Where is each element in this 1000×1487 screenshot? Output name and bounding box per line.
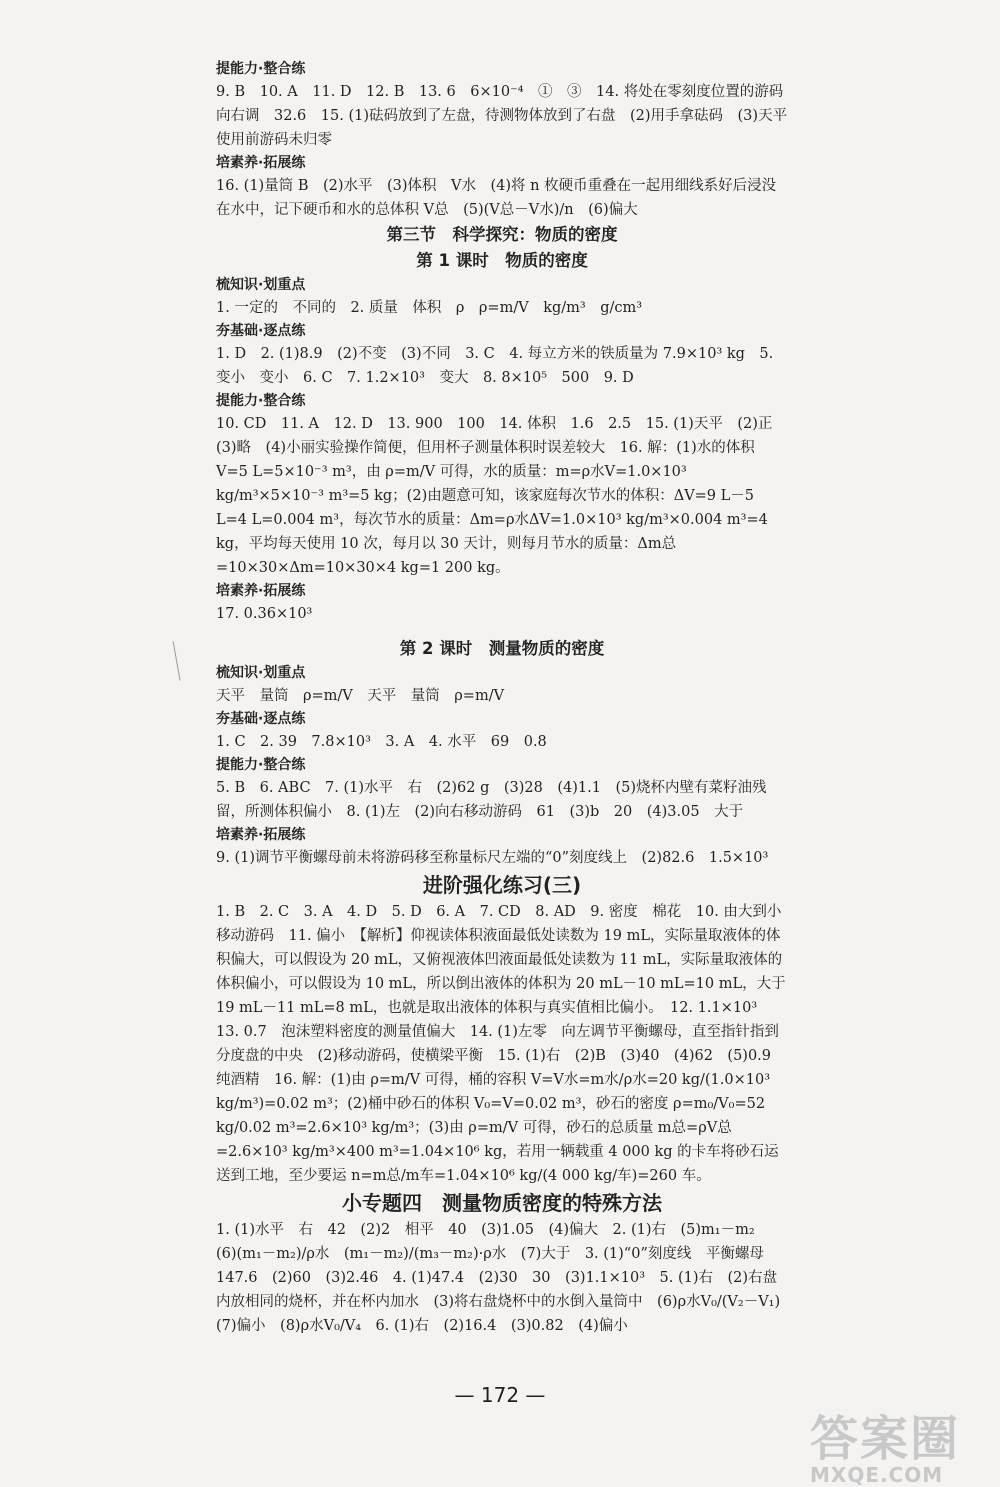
lesson-title: 第三节 科学探究：物质的密度 [386, 225, 618, 244]
lesson-title: 第 2 课时 测量物质的密度 [399, 639, 605, 658]
answer-paragraph: 17. 0.36×10³ [216, 606, 313, 622]
chapter-title: 小专题四 测量物质密度的特殊方法 [342, 1191, 662, 1215]
answer-paragraph: 10. CD 11. A 12. D 13. 900 100 14. 体积 1.6 2.5 15. (1)天平 (2)正 (3)略 (4)小丽实验操作简便，但用杯子测量体积时误差较大 16. 解：(1)水的体积 V=5 L=5×10⁻³ m³，由 ρ=m/V 可得，水的质量：m=ρ水V=1.0×10³ kg/m³×5×10⁻³ m³=5 kg；(2)由题意可知，该家庭每次节水的体积：ΔV=9 L－5 L=4 L=0.004 m³，每次节水的质量：Δm=ρ水ΔV=1.0×10³ kg/m³×0.004 m³=4 kg，平均每天使用 10 次，每月以 30 天计，则每月节水的质量：Δm总=10×30×Δm=10×30×4 kg=1 200 kg。 [216, 416, 787, 576]
answer-paragraph: 9. (1)调节平衡螺母前未将游码移至称量标尺左端的“0”刻度线上 (2)82.6 1.5×10³ [216, 850, 769, 866]
section-label: 夯基础·逐点练 [216, 711, 306, 727]
section-label: 培素养·拓展练 [216, 583, 306, 599]
spacer [216, 626, 788, 636]
section-label: 培素养·拓展练 [216, 827, 306, 843]
answer-paragraph: 1. C 2. 39 7.8×10³ 3. A 4. 水平 69 0.8 [216, 734, 547, 750]
page-number: — 172 — [454, 1383, 546, 1407]
answer-paragraph: 1. 一定的 不同的 2. 质量 体积 ρ ρ=m/V kg/m³ g/cm³ [216, 300, 643, 316]
answer-paragraph: 1. D 2. (1)8.9 (2)不变 (3)不同 3. C 4. 每立方米的铁质量为 7.9×10³ kg 5. 变小 变小 6. C 7. 1.2×10³ 变大 8. 8×10⁵ 500 9. D [216, 346, 774, 386]
answer-paragraph: 9. B 10. A 11. D 12. B 13. 6 6×10⁻⁴ ① ③ 14. 将处在零刻度位置的游码向右调 32.6 15. (1)砝码放到了左盘，待测物体放到了右盘 (2)用手拿砝码 (3)天平使用前游码未归零 [216, 84, 788, 148]
margin-mark [173, 639, 191, 680]
answer-page [216, 58, 796, 1338]
answer-paragraph: 天平 量筒 ρ=m/V 天平 量筒 ρ=m/V [216, 688, 505, 704]
section-label: 夯基础·逐点练 [216, 323, 306, 339]
chapter-title: 进阶强化练习(三) [422, 873, 582, 897]
watermark-url: MXQE.COM [810, 1463, 944, 1487]
section-label: 提能力·整合练 [216, 61, 306, 77]
section-label: 培素养·拓展练 [216, 155, 306, 171]
lesson-title: 第 1 课时 物质的密度 [416, 251, 588, 270]
answer-paragraph: 1. B 2. C 3. A 4. D 5. D 6. A 7. CD 8. AD 9. 密度 棉花 10. 由大到小 移动游码 11. 偏小 【解析】仰视读体积液面最低处读数为 19 mL，实际量取液体的体积偏大，可以假设为 20 mL，又俯视液体凹液面最低处读数为 11 mL，实际量取液体的体积偏小，可以假设为 10 mL，所以倒出液体的体积为 20 mL－10 mL=10 mL，大于 19 mL－11 mL=8 mL，也就是取出液体的体积与真实值相比偏小。 12. 1.1×10³ 13. 0.7 泡沫塑料密度的测量值偏大 14. (1)左零 向左调节平衡螺母，直至指针指到分度盘的中央 (2)移动游码，使横梁平衡 15. (1)右 (2)B (3)40 (4)62 (5)0.9 纯酒精 16. 解：(1)由 ρ=m/V 可得，桶的容积 V=V水=m水/ρ水=20 kg/(1.0×10³ kg/m³)=0.02 m³；(2)桶中砂石的体积 V₀=V=0.02 m³，砂石的密度 ρ=m₀/V₀=52 kg/0.02 m³=2.6×10³ kg/m³；(3)由 ρ=m/V 可得，砂石的总质量 m总=ρV总=2.6×10³ kg/m³×400 m³=1.04×10⁶ kg，若用一辆载重 4 000 kg 的卡车将砂石运送到工地，至少要运 n=m总/m车=1.04×10⁶ kg/(4 000 kg/车)=260 车。 [216, 904, 796, 1184]
section-label: 提能力·整合练 [216, 757, 306, 773]
section-label: 提能力·整合练 [216, 393, 306, 409]
answer-paragraph: 1. (1)水平 右 42 (2)2 相平 40 (3)1.05 (4)偏大 2. (1)右 (5)m₁－m₂ (6)(m₁－m₂)/ρ水 (m₁－m₂)/(m₃－m₂)·ρ水 (7)大于 3. (1)“0”刻度线 平衡螺母 147.6 (2)60 (3)2.46 4. (1)47.4 (2)30 30 (3)1.1×10³ 5. (1)右 (2)右盘内放相同的烧杯，并在杯内加水 (3)将右盘烧杯中的水倒入量筒中 (6)ρ水V₀/(V₂－V₁) (7)偏小 (8)ρ水V₀/V₄ 6. (1)右 (2)16.4 (3)0.82 (4)偏小 [216, 1222, 795, 1334]
answer-paragraph: 16. (1)量筒 B (2)水平 (3)体积 V水 (4)将 n 枚硬币重叠在一起用细线系好后浸没在水中，记下硬币和水的总体积 V总 (5)(V总－V水)/n (6)偏大 [216, 178, 777, 218]
watermark-logo: 答案圈 [810, 1411, 961, 1467]
section-label: 梳知识·划重点 [216, 277, 306, 293]
watermark [810, 1400, 960, 1487]
section-label: 梳知识·划重点 [216, 665, 306, 681]
answer-paragraph: 5. B 6. ABC 7. (1)水平 右 (2)62 g (3)28 (4)1.1 (5)烧杯内壁有菜籽油残留，所测体积偏小 8. (1)左 (2)向右移动游码 61 (3)b 20 (4)3.05 大于 [216, 780, 767, 820]
